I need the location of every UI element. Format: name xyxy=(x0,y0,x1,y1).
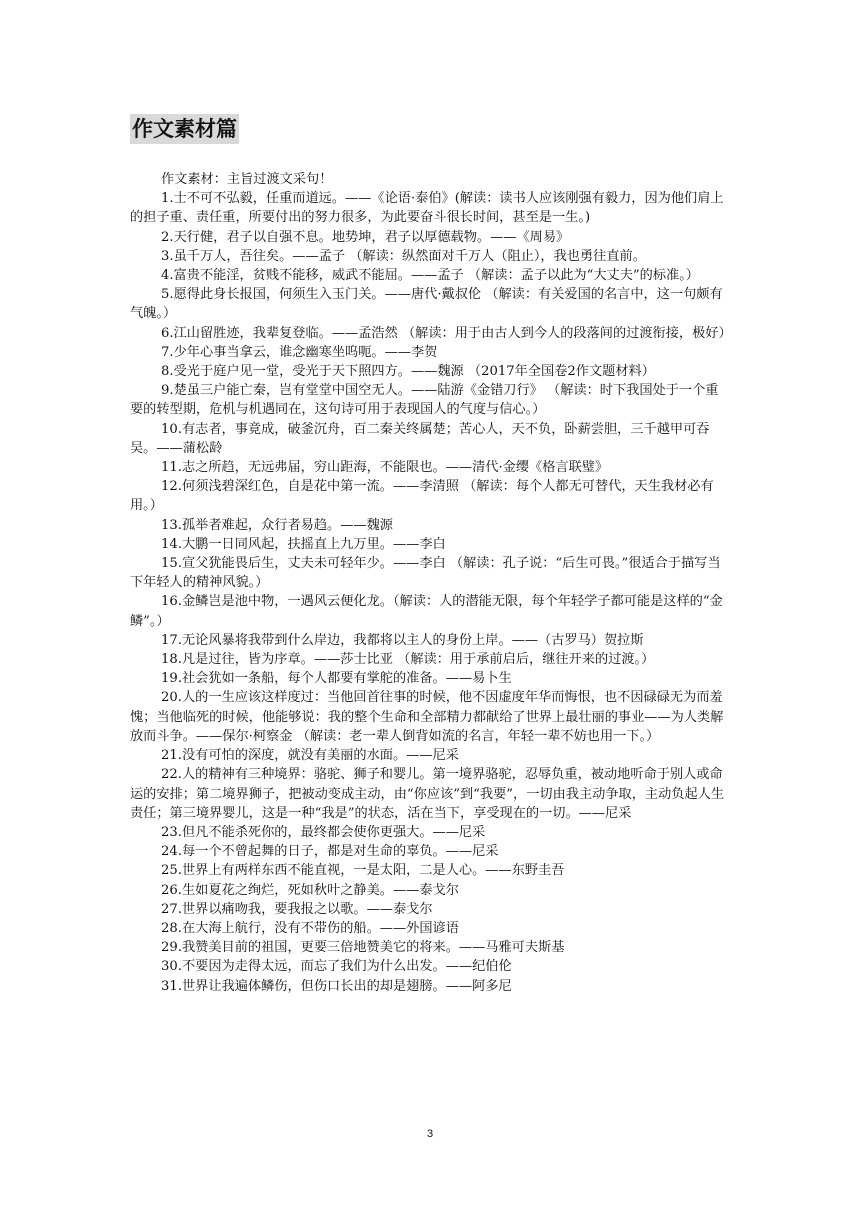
quote-item: 9.楚虽三户能亡秦，岂有堂堂中国空无人。——陆游《金错刀行》 （解读：时下我国处于一个重要的转型期，危机与机遇同在，这句诗可用于表现国人的气度与信心。） xyxy=(130,383,719,418)
document-body xyxy=(130,170,730,996)
quote-item: 10.有志者，事竟成，破釜沉舟，百二秦关终属楚；苦心人，天不负，卧薪尝胆，三千越甲可吞吴。——蒲松龄 xyxy=(130,421,710,456)
quote-item: 25.世界上有两样东西不能直视，一是太阳，二是人心。——东野圭吾 xyxy=(161,863,565,879)
quote-item: 8.受光于庭户见一堂，受光于天下照四方。——魏源 （2017年全国卷2作文题材料） xyxy=(161,364,655,380)
quote-item: 2.天行健，君子以自强不息。地势坤，君子以厚德载物。——《周易》 xyxy=(161,229,570,245)
quote-item: 3.虽千万人，吾往矣。——孟子 （解读：纵然面对千万人（阻止），我也勇往直前。 xyxy=(161,248,646,264)
intro-line: 作文素材：主旨过渡文采句！ xyxy=(161,172,333,187)
quote-item: 1.士不可不弘毅，任重而道远。——《论语·泰伯》(解读：读书人应该刚强有毅力，因为他们肩上的担子重、责任重，所要付出的努力很多，为此要奋斗很长时间，甚至是一生。) xyxy=(130,191,724,226)
quote-item: 21.没有可怕的深度，就没有美丽的水面。——尼采 xyxy=(161,748,459,764)
quote-item: 19.社会犹如一条船，每个人都要有掌舵的准备。——易卜生 xyxy=(161,671,512,687)
quote-item: 29.我赞美目前的祖国，更要三倍地赞美它的将来。——马雅可夫斯基 xyxy=(161,940,565,956)
quote-item: 14.大鹏一日同风起，扶摇直上九万里。——李白 xyxy=(161,536,446,552)
quote-item: 27.世界以痛吻我，要我报之以歌。——泰戈尔 xyxy=(161,901,433,917)
quote-item: 24.每一个不曾起舞的日子，都是对生命的辜负。——尼采 xyxy=(161,844,499,860)
quote-item: 30.不要因为走得太远，而忘了我们为什么出发。——纪伯伦 xyxy=(161,959,512,975)
quote-item: 16.金鳞岂是池中物，一遇风云便化龙。（解读：人的潜能无限，每个年轻学子都可能是这样的“金鳞”。） xyxy=(130,594,723,629)
quote-item: 31.世界让我遍体鳞伤，但伤口长出的却是翅膀。——阿多尼 xyxy=(161,978,512,994)
quote-item: 5.愿得此身长报国，何须生入玉门关。——唐代·戴叔伦 （解读：有关爱国的名言中，这一句颇有气魄。） xyxy=(130,287,723,322)
quote-item: 28.在大海上航行，没有不带伤的船。——外国谚语 xyxy=(161,920,459,936)
page-title: 作文素材篇 xyxy=(130,114,239,144)
quote-item: 18.凡是过往，皆为序章。——莎士比亚 （解读：用于承前启后，继往开来的过渡。） xyxy=(161,652,655,668)
quote-item: 13.孤举者难起，众行者易趋。——魏源 xyxy=(161,517,393,533)
quote-item: 22.人的精神有三种境界：骆驼、狮子和婴儿。第一境界骆驼，忍辱负重，被动地听命于别人或命运的安排；第二境界狮子，把被动变成主动，由“你应该”到“我要”，一切由我主动争取，主动负起人生责任；第三境界婴儿，这是一种“我是”的状态，活在当下，享受现在的一切。——尼采 xyxy=(130,767,725,821)
quote-item: 15.宣父犹能畏后生，丈夫未可轻年少。——李白 （解读：孔子说：“后生可畏。”很适合于描写当下年轻人的精神风貌。） xyxy=(130,556,721,591)
quote-item: 7.少年心事当拿云，谁念幽寒坐呜呃。——李贺 xyxy=(161,344,438,360)
quote-item: 11.志之所趋，无远弗届，穷山距海，不能限也。——清代·金缨《格言联璧》 xyxy=(161,460,609,476)
page-number: 3 xyxy=(426,1128,434,1140)
quote-item: 23.但凡不能杀死你的，最终都会使你更强大。——尼采 xyxy=(161,824,486,840)
quote-item: 4.富贵不能淫，贫贱不能移，威武不能屈。——孟子 （解读：孟子以此为“大丈夫”的标准。） xyxy=(161,268,699,284)
quote-list xyxy=(130,189,730,996)
quote-item: 12.何须浅碧深红色，自是花中第一流。——李清照 （解读：每个人都无可替代，天生我材必有用。） xyxy=(130,479,714,514)
quote-item: 20.人的一生应该这样度过：当他回首往事的时候，他不因虚度年华而悔恨，也不因碌碌无为而羞愧；当他临死的时候，他能够说：我的整个生命和全部精力都献给了世界上最壮丽的事业——为人类解放而斗争。——保尔·柯察金 （解读：老一辈人倒背如流的名言，年轻一辈不妨也用一下。） xyxy=(130,690,724,744)
quote-item: 17.无论风暴将我带到什么岸边，我都将以主人的身份上岸。——（古罗马）贺拉斯 xyxy=(161,632,644,648)
quote-item: 6.江山留胜迹，我辈复登临。——孟浩然 （解读：用于由古人到今人的段落间的过渡衔接，极好） xyxy=(161,325,732,341)
quote-item: 26.生如夏花之绚烂，死如秋叶之静美。——泰戈尔 xyxy=(161,882,459,898)
